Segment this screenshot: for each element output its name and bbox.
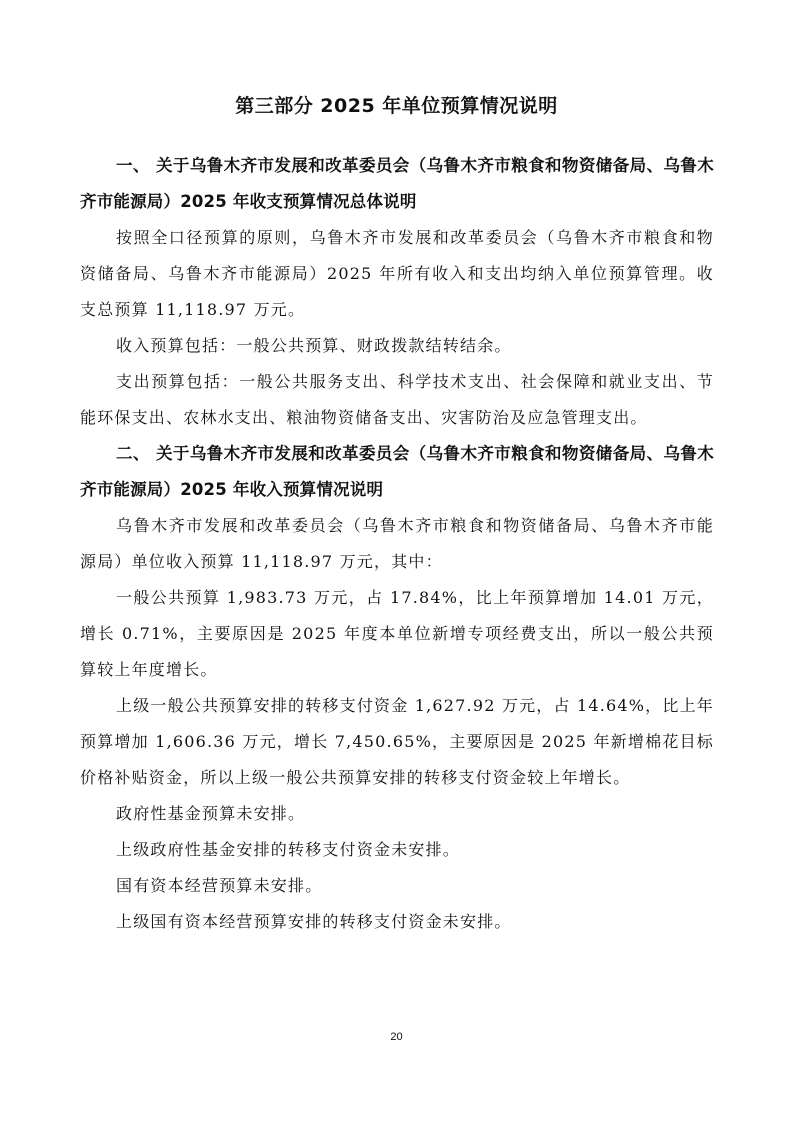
page-title: 第三部分 2025 年单位预算情况说明 [235,95,558,117]
document-body [80,148,714,940]
section-1-paragraph-1: 按照全口径预算的原则，乌鲁木齐市发展和改革委员会（乌鲁木齐市粮食和物资储备局、乌鲁木齐市能源局）2025 年所有收入和支出均纳入单位预算管理。收支总预算 11,118.97 万元。 [80,228,714,319]
section-1-heading: 一、 关于乌鲁木齐市发展和改革委员会（乌鲁木齐市粮食和物资储备局、乌鲁木齐市能源局）2025 年收支预算情况总体说明 [80,156,714,211]
section-2-paragraph-2: 一般公共预算 1,983.73 万元，占 17.84%，比上年预算增加 14.01 万元，增长 0.71%，主要原因是 2025 年度本单位新增专项经费支出，所以一般公共预算较上年度增长。 [80,588,714,679]
section-2-paragraph-3: 上级一般公共预算安排的转移支付资金 1,627.92 万元，占 14.64%，比上年预算增加 1,606.36 万元，增长 7,450.65%，主要原因是 2025 年新增棉花目标价格补贴资金，所以上级一般公共预算安排的转移支付资金较上年增长。 [80,696,714,787]
section-1-paragraph-2: 收入预算包括：一般公共预算、财政拨款结转结余。 [116,336,512,355]
section-2-heading: 二、 关于乌鲁木齐市发展和改革委员会（乌鲁木齐市粮食和物资储备局、乌鲁木齐市能源局）2025 年收入预算情况说明 [80,444,714,499]
section-2-paragraph-1: 乌鲁木齐市发展和改革委员会（乌鲁木齐市粮食和物资储备局、乌鲁木齐市能源局）单位收入预算 11,118.97 万元，其中： [80,516,714,571]
section-2-paragraph-5: 上级政府性基金安排的转移支付资金未安排。 [116,840,461,859]
section-2-paragraph-7: 上级国有资本经营预算安排的转移支付资金未安排。 [116,912,512,931]
page-number: 20 [390,1031,403,1043]
section-1-paragraph-3: 支出预算包括：一般公共服务支出、科学技术支出、社会保障和就业支出、节能环保支出、农林水支出、粮油物资储备支出、灾害防治及应急管理支出。 [80,372,714,427]
section-2-paragraph-4: 政府性基金预算未安排。 [116,804,306,823]
section-2-paragraph-6: 国有资本经营预算未安排。 [116,876,323,895]
